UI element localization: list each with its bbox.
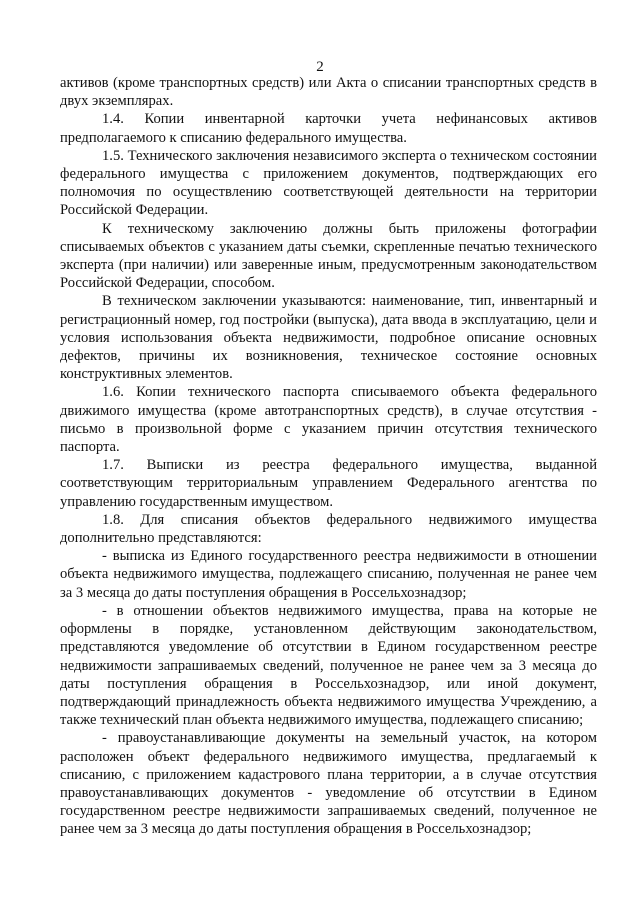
paragraph: 1.4. Копии инвентарной карточки учета нефинансовых активов предполагаемого к списанию федерального имущества. — [60, 111, 597, 146]
paragraph: 1.7. Выписки из реестра федерального имущества, выданной соответствующим территориальным управлением Федерального агентства по управлению государственным имуществом. — [60, 457, 597, 510]
paragraph: - правоустанавливающие документы на земельный участок, на котором расположен объект федерального недвижимого имущества, предлагаемый к списанию, с приложением кадастрового плана территории, а в случае отсутствия правоустанавливающих документов - уведомление об отсутствии в Едином государственном реестре недвижимости запрашиваемых сведений, полученное не ранее чем за 3 месяца до даты поступления обращения в Россельхознадзор; — [60, 730, 597, 838]
paragraph: 1.5. Технического заключения независимого эксперта о техническом состоянии федерального имущества с приложением документов, подтверждающих его полномочия по осуществлению соответствующей деятельности на территории Российской Федерации. — [60, 147, 597, 219]
paragraph: - выписка из Единого государственного реестра недвижимости в отношении объекта недвижимого имущества, подлежащего списанию, полученная не ранее чем за 3 месяца до даты поступления обращения в Россельхознадзор; — [60, 548, 597, 601]
paragraph: активов (кроме транспортных средств) или Акта о списании транспортных средств в двух экземплярах. — [60, 75, 597, 110]
page-number: 2 — [316, 59, 324, 75]
paragraph: 1.8. Для списания объектов федерального недвижимого имущества дополнительно представляются: — [60, 511, 597, 547]
paragraph: - в отношении объектов недвижимого имущества, права на которые не оформлены в порядке, установленном действующим законодательством, представляются уведомление об отсутствии в Едином государственном реестре недвижимости запрашиваемых сведений, полученное не ранее чем за 3 месяца до даты поступления обращения в Россельхознадзор, или иной документ, подтверждающий принадлежность объекта недвижимого имущества Учреждению, а также технический план объекта недвижимого имущества, подлежащего списанию; — [60, 602, 597, 729]
paragraph: 1.6. Копии технического паспорта списываемого объекта федерального движимого имущества (кроме автотранспортных средств), в случае отсутствия - письмо в произвольной форме с указанием причин отсутствия технического паспорта. — [60, 384, 597, 456]
paragraph: К техническому заключению должны быть приложены фотографии списываемых объектов с указанием даты съемки, скрепленные печатью технического эксперта (при наличии) или заверенные иным, предусмотренным законодательством Российской Федерации, способом. — [60, 220, 597, 292]
paragraph: В техническом заключении указываются: наименование, тип, инвентарный и регистрационный номер, год постройки (выпуска), дата ввода в эксплуатацию, цели и условия использования объекта недвижимости, подробное описание основных дефектов, причины их возникновения, техническое состояние основных конструктивных элементов. — [60, 293, 597, 383]
document-body — [60, 74, 597, 839]
